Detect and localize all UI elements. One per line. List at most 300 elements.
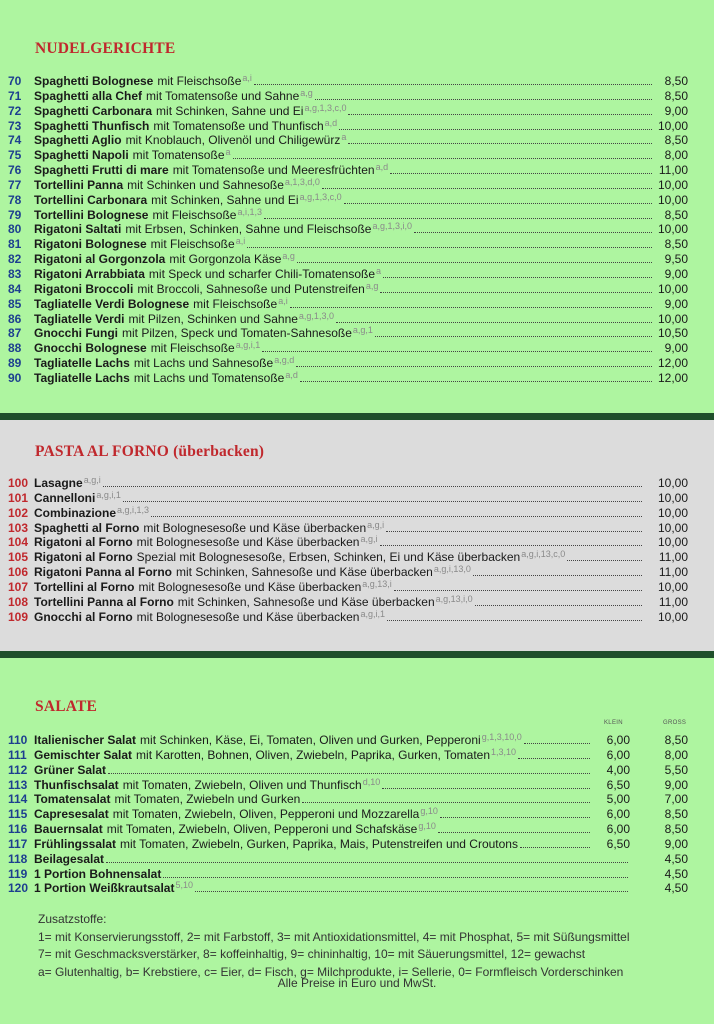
item-description: mit Fleischsoße [157, 74, 242, 88]
menu-item [8, 491, 688, 506]
item-allergens: a,g,1,3,c,0 [304, 102, 347, 113]
menu-item [8, 778, 688, 793]
item-price: 10,00 [657, 505, 688, 520]
item-price: 9,50 [664, 252, 688, 267]
item-allergens: a,g,i,13,0 [433, 564, 471, 575]
item-name: Tortellini Panna [34, 177, 124, 192]
menu-item [8, 252, 688, 267]
dot-leader [300, 381, 652, 382]
dot-leader [106, 862, 628, 863]
menu-item [8, 104, 688, 119]
item-number: 77 [8, 177, 22, 192]
item-description: mit Bolognesesoße und Käse überbacken [136, 609, 360, 624]
item-number: 75 [8, 148, 22, 163]
item-number: 107 [8, 579, 29, 594]
divider [0, 413, 714, 420]
item-price: 10,00 [657, 579, 688, 594]
price-large: 8,50 [664, 807, 688, 822]
item-name: Spaghetti Bolognese [34, 74, 154, 88]
item-price: 12,00 [657, 370, 688, 385]
legend-line: a= Glutenhaltig, b= Krebstiere, c= Eier, d= Fisch, g= Milchprodukte, i= Sellerie, 0= Formfleisch Vorderschinken [38, 964, 624, 979]
divider [0, 651, 714, 658]
item-allergens: a,g,1,3,c,0 [299, 191, 342, 202]
price-large: 8,50 [664, 822, 688, 837]
item-description: mit Karotten, Bohnen, Oliven, Zwiebeln, Paprika, Gurken, Tomaten [136, 747, 491, 762]
item-price: 9,00 [664, 296, 688, 311]
item-number: 112 [8, 762, 28, 777]
item-description: mit Fleischsoße [150, 237, 235, 252]
item-allergens: a,g,i,1 [235, 340, 261, 351]
item-price: 10,00 [657, 490, 688, 505]
item-allergens: a,i [242, 73, 252, 83]
item-allergens: a [341, 132, 347, 143]
item-description: mit Bolognesesoße und Käse überbacken [136, 535, 360, 550]
dot-leader [524, 743, 590, 744]
dot-leader [296, 366, 652, 367]
menu-list [8, 733, 688, 896]
item-number: 90 [8, 370, 22, 385]
item-price: 11,00 [658, 565, 688, 580]
menu-list [8, 74, 688, 386]
item-name: Italienischer Salat [34, 733, 137, 747]
item-number: 84 [8, 281, 22, 296]
price-small: 6,50 [606, 836, 630, 851]
item-name: Rigatoni Panna al Forno [34, 565, 173, 580]
dot-leader [380, 545, 643, 546]
item-name: Gnocchi Bolognese [34, 341, 147, 356]
item-allergens: a,i [278, 295, 288, 306]
menu-list [8, 476, 688, 624]
item-price: 8,50 [664, 133, 688, 148]
item-price: 11,00 [658, 550, 688, 565]
menu-item [8, 119, 688, 134]
item-allergens: a,g,13,i [362, 578, 392, 589]
item-name: Cannelloni [34, 490, 96, 505]
item-allergens: a,g,1,3,i,0 [372, 221, 413, 232]
item-allergens: a,d [324, 117, 338, 128]
item-name: Spaghetti al Forno [34, 520, 140, 535]
item-price: 8,50 [664, 74, 688, 88]
menu-item [8, 822, 688, 837]
item-name: Rigatoni Arrabbiata [34, 266, 145, 281]
menu-item [8, 807, 688, 822]
menu-item [8, 208, 688, 223]
item-allergens: a,g,i,13,c,0 [521, 549, 566, 560]
price-large: 4,50 [664, 851, 688, 866]
item-price: 8,00 [664, 148, 688, 163]
dot-leader [473, 575, 642, 576]
item-name: Frühlingssalat [34, 836, 117, 851]
item-name: Tortellini Bolognese [34, 207, 149, 222]
item-price: 10,00 [657, 476, 688, 490]
item-number: 87 [8, 326, 22, 341]
menu-item [8, 565, 688, 580]
item-name: Rigatoni al Gorgonzola [34, 252, 166, 267]
menu-item [8, 748, 688, 763]
dot-leader [262, 351, 652, 352]
item-allergens: a,i,1,3 [237, 206, 263, 217]
item-price: 10,00 [657, 222, 688, 237]
dot-leader [520, 847, 590, 848]
item-description: mit Speck und scharfer Chili-Tomatensoße [148, 266, 375, 281]
item-number: 115 [8, 807, 28, 822]
item-description: mit Pilzen, Schinken und Sahne [128, 311, 298, 326]
menu-item [8, 580, 688, 595]
menu-item [8, 74, 688, 89]
item-price: 9,00 [664, 341, 688, 356]
price-large: 5,50 [664, 762, 688, 777]
price-small: 5,00 [606, 792, 630, 807]
item-name: Spaghetti Frutti di mare [34, 163, 169, 178]
menu-item [8, 297, 688, 312]
item-number: 102 [8, 505, 29, 520]
item-allergens: d,10 [362, 776, 381, 787]
section-title: SALATE [35, 698, 98, 715]
dot-leader [254, 84, 652, 85]
item-price: 10,50 [657, 326, 688, 341]
section-title: NUDELGERICHTE [35, 40, 176, 57]
item-name: Rigatoni Broccoli [34, 281, 134, 296]
item-price: 10,00 [657, 281, 688, 296]
item-allergens: a [225, 147, 231, 158]
item-allergens: g,10 [420, 806, 438, 817]
dot-leader [290, 307, 652, 308]
item-price: 10,00 [657, 192, 688, 207]
item-name: Spaghetti alla Chef [34, 88, 143, 103]
legend-title: Zusatzstoffe: [38, 912, 107, 926]
dot-leader [348, 143, 652, 144]
item-number: 119 [8, 866, 28, 881]
item-description: mit Schinken, Sahne und Ei [151, 192, 299, 207]
dot-leader [163, 877, 628, 878]
menu-item [8, 341, 688, 356]
item-number: 111 [8, 747, 27, 762]
dot-leader [390, 173, 652, 174]
menu-item [8, 163, 688, 178]
dot-leader [387, 620, 642, 621]
item-name: Tagliatelle Lachs [34, 356, 130, 371]
item-number: 85 [8, 296, 22, 311]
item-number: 74 [8, 133, 22, 148]
column-header-gross: GROSS [663, 720, 687, 726]
item-price: 9,00 [664, 266, 688, 281]
item-price: 11,00 [658, 163, 688, 178]
menu-item [8, 133, 688, 148]
price-small: 6,00 [606, 822, 630, 837]
item-name: Rigatoni Bolognese [34, 237, 147, 252]
menu-item [8, 792, 688, 807]
menu-item [8, 837, 688, 852]
item-number: 105 [8, 550, 29, 565]
item-allergens: a,d [375, 162, 389, 173]
item-number: 106 [8, 565, 29, 580]
item-description: mit Schinken, Käse, Ei, Tomaten, Oliven und Gurken, Pepperoni [140, 733, 481, 747]
item-number: 82 [8, 252, 22, 267]
dot-leader [233, 158, 652, 159]
section-nudelgerichte [0, 0, 714, 413]
item-price: 10,00 [657, 311, 688, 326]
item-name: Rigatoni al Forno [34, 535, 133, 550]
menu-item [8, 178, 688, 193]
item-number: 117 [8, 836, 28, 851]
item-price: 8,50 [664, 88, 688, 103]
item-price: 8,50 [664, 207, 688, 222]
item-price: 9,00 [664, 103, 688, 118]
item-name: Tagliatelle Lachs [34, 370, 130, 385]
item-allergens: a,g [300, 87, 313, 98]
price-small: 4,00 [606, 762, 630, 777]
dot-leader [247, 247, 652, 248]
item-allergens: a,i [235, 236, 246, 247]
dot-leader [438, 832, 590, 833]
item-allergens: 5,10 [175, 880, 194, 891]
dot-leader [315, 99, 652, 100]
item-number: 78 [8, 192, 22, 207]
item-description: mit Lachs und Sahnesoße [133, 356, 274, 371]
item-number: 108 [8, 594, 29, 609]
item-number: 70 [8, 74, 22, 88]
item-name: Tomatensalat [34, 792, 111, 807]
dot-leader [518, 758, 590, 759]
item-number: 86 [8, 311, 22, 326]
item-description: mit Broccoli, Sahnesoße und Putenstreifen [137, 281, 365, 296]
item-name: Gnocchi al Forno [34, 609, 133, 624]
item-number: 116 [8, 822, 28, 837]
price-large: 4,50 [664, 881, 688, 896]
item-name: Thunfischsalat [34, 777, 119, 792]
item-allergens: a,g [282, 251, 295, 262]
item-number: 100 [8, 476, 29, 490]
item-price: 10,00 [657, 177, 688, 192]
item-number: 120 [8, 881, 29, 896]
item-price: 8,50 [664, 237, 688, 252]
item-number: 103 [8, 520, 29, 535]
menu-item [8, 312, 688, 327]
item-allergens: g,10 [418, 821, 436, 832]
dot-leader [386, 531, 642, 532]
item-price: 10,00 [657, 118, 688, 133]
item-number: 80 [8, 222, 22, 237]
dot-leader [302, 802, 590, 803]
item-number: 76 [8, 163, 22, 178]
dot-leader [567, 560, 642, 561]
menu-item [8, 237, 688, 252]
item-allergens: a,g,i [83, 475, 101, 485]
menu-item [8, 282, 688, 297]
menu-item [8, 535, 688, 550]
item-price: 10,00 [657, 535, 688, 550]
item-allergens: a,g,i,1 [360, 608, 386, 619]
price-small: 6,00 [606, 747, 630, 762]
item-name: Combinazione [34, 505, 117, 520]
item-name: Spaghetti Carbonara [34, 103, 153, 118]
item-description: mit Lachs und Tomatensoße [133, 370, 285, 385]
item-number: 89 [8, 356, 22, 371]
menu-item [8, 371, 688, 386]
item-number: 118 [8, 851, 28, 866]
dot-leader [383, 277, 652, 278]
menu-item [8, 267, 688, 282]
price-small: 6,50 [606, 777, 630, 792]
menu-item [8, 881, 688, 896]
dot-leader [151, 516, 642, 517]
item-allergens: a [376, 265, 382, 276]
item-price: 10,00 [657, 520, 688, 535]
price-large: 9,00 [664, 777, 688, 792]
dot-leader [264, 218, 652, 219]
item-name: Beilagesalat [34, 851, 105, 866]
item-number: 101 [8, 490, 29, 505]
item-name: Tagliatelle Verdi Bolognese [34, 296, 190, 311]
item-number: 71 [8, 88, 22, 103]
item-description: mit Knoblauch, Olivenöl und Chiligewürz [125, 133, 341, 148]
item-allergens: a,d [285, 369, 298, 380]
item-number: 114 [8, 792, 28, 807]
item-name: Spaghetti Thunfisch [34, 118, 150, 133]
dot-leader [348, 114, 652, 115]
item-description: mit Gorgonzola Käse [169, 252, 282, 267]
item-number: 109 [8, 609, 29, 624]
additives-legend [38, 911, 630, 981]
dot-leader [344, 203, 652, 204]
item-name: Bauernsalat [34, 822, 103, 837]
item-name: Tortellini al Forno [34, 579, 135, 594]
item-description: mit Tomaten, Zwiebeln, Oliven und Thunfisch [122, 777, 362, 792]
dot-leader [380, 292, 652, 293]
dot-leader [382, 788, 590, 789]
dot-leader [336, 322, 652, 323]
price-note: Alle Preise in Euro und MwSt. [277, 976, 437, 990]
section-title: PASTA AL FORNO (überbacken) [35, 443, 265, 460]
menu-item [8, 89, 688, 104]
item-price: 11,00 [658, 594, 688, 609]
item-name: Spaghetti Aglio [34, 133, 122, 148]
menu-item [8, 521, 688, 536]
menu-item [8, 550, 688, 565]
item-description: mit Bolognesesoße und Käse überbacken [138, 579, 362, 594]
item-description: mit Schinken, Sahnesoße und Käse überbacken [176, 565, 433, 580]
dot-leader [195, 891, 628, 892]
item-number: 104 [8, 535, 29, 550]
dot-leader [475, 605, 642, 606]
item-number: 83 [8, 266, 22, 281]
item-description: mit Tomatensoße und Thunfisch [153, 118, 324, 133]
item-allergens: a,g [365, 280, 379, 291]
item-name: Spaghetti Napoli [34, 148, 129, 163]
item-allergens: a,g,i [360, 534, 378, 545]
item-allergens: a,g,1 [352, 325, 373, 336]
item-name: Gemischter Salat [34, 747, 133, 762]
item-name: 1 Portion Weißkrautsalat [34, 881, 175, 896]
dot-leader [322, 188, 652, 189]
dot-leader [103, 486, 642, 487]
item-description: mit Tomatensoße und Meeresfrüchten [172, 163, 375, 178]
dot-leader [414, 232, 652, 233]
column-header-klein: KLEIN [604, 720, 623, 726]
price-large: 7,00 [664, 792, 688, 807]
menu-item [8, 595, 688, 610]
section-salate [0, 658, 714, 1024]
item-number: 79 [8, 207, 22, 222]
item-description: mit Tomaten, Zwiebeln, Oliven, Pepperoni und Schafskäse [106, 822, 418, 837]
item-name: Tortellini Carbonara [34, 192, 148, 207]
item-number: 113 [8, 777, 28, 792]
price-small: 6,00 [606, 733, 630, 747]
dot-leader [440, 817, 590, 818]
item-description: mit Schinken und Sahnesoße [127, 177, 284, 192]
menu-item [8, 193, 688, 208]
item-description: mit Fleischsoße [152, 207, 237, 222]
item-description: mit Erbsen, Schinken, Sahne und Fleischsoße [125, 222, 372, 237]
section-pasta-al-forno [0, 420, 714, 652]
dot-leader [297, 262, 652, 263]
item-name: Tagliatelle Verdi [34, 311, 125, 326]
item-description: mit Tomaten, Zwiebeln, Oliven, Pepperoni und Mozzarella [112, 807, 420, 822]
dot-leader [339, 129, 652, 130]
item-allergens: a,g,1,3,0 [298, 310, 334, 321]
item-description: mit Tomaten, Zwiebeln, Gurken, Paprika, Mais, Putenstreifen und Croutons [120, 836, 518, 851]
item-price: 12,00 [657, 356, 688, 371]
menu-item [8, 222, 688, 237]
item-description: mit Tomatensoße [132, 148, 225, 163]
item-name: Rigatoni al Forno [34, 550, 133, 565]
item-name: Grüner Salat [34, 762, 107, 777]
menu-item [8, 148, 688, 163]
item-allergens: g,1,3,10,0 [481, 732, 522, 742]
menu-item [8, 326, 688, 341]
item-name: Capresesalat [34, 807, 109, 822]
legend-line: 7= mit Geschmacksverstärker, 8= koffeinhaltig, 9= chininhaltig, 10= mit Säuerungsmittel, 12= gewachst [38, 947, 586, 961]
item-description: mit Tomaten, Zwiebeln und Gurken [114, 792, 301, 807]
menu-item [8, 763, 688, 778]
dot-leader [394, 590, 642, 591]
price-large: 4,50 [664, 866, 688, 881]
legend-line: 1= mit Konservierungsstoff, 2= mit Farbstoff, 3= mit Antioxidationsmittel, 4= mit Phosphat, 5= mit Süßungsmittel [38, 929, 630, 944]
dot-leader [108, 773, 590, 774]
item-name: 1 Portion Bohnensalat [34, 866, 162, 881]
menu-item [8, 852, 688, 867]
item-allergens: a,g,d [274, 355, 295, 366]
item-number: 88 [8, 341, 22, 356]
menu-item [8, 356, 688, 371]
item-name: Tortellini Panna al Forno [34, 594, 174, 609]
item-description: mit Fleischsoße [150, 341, 235, 356]
item-description: mit Schinken, Sahnesoße und Käse überbacken [177, 594, 435, 609]
item-allergens: a,g,i,1 [96, 489, 121, 500]
item-name: Rigatoni Saltati [34, 222, 122, 237]
price-large: 8,50 [664, 733, 688, 747]
price-large: 8,00 [664, 747, 688, 762]
item-description: mit Fleischsoße [193, 296, 278, 311]
item-description: Spezial mit Bolognesesoße, Erbsen, Schinken, Ei und Käse überbacken [136, 550, 521, 565]
item-name: Lasagne [34, 476, 83, 490]
menu-item [8, 506, 688, 521]
item-allergens: a,g,i,1,3 [117, 504, 150, 515]
item-description: mit Tomatensoße und Sahne [146, 88, 300, 103]
menu-item [8, 733, 688, 748]
item-number: 110 [8, 733, 28, 747]
item-allergens: a,1,3,d,0 [284, 176, 320, 187]
item-description: mit Bolognesesoße und Käse überbacken [143, 520, 367, 535]
item-price: 10,00 [657, 609, 688, 624]
item-description: mit Pilzen, Speck und Tomaten-Sahnesoße [122, 326, 352, 341]
price-large: 9,00 [664, 836, 688, 851]
item-number: 73 [8, 118, 22, 133]
dot-leader [123, 501, 642, 502]
item-description: mit Schinken, Sahne und Ei [156, 103, 304, 118]
dot-leader [375, 336, 652, 337]
item-number: 72 [8, 103, 22, 118]
